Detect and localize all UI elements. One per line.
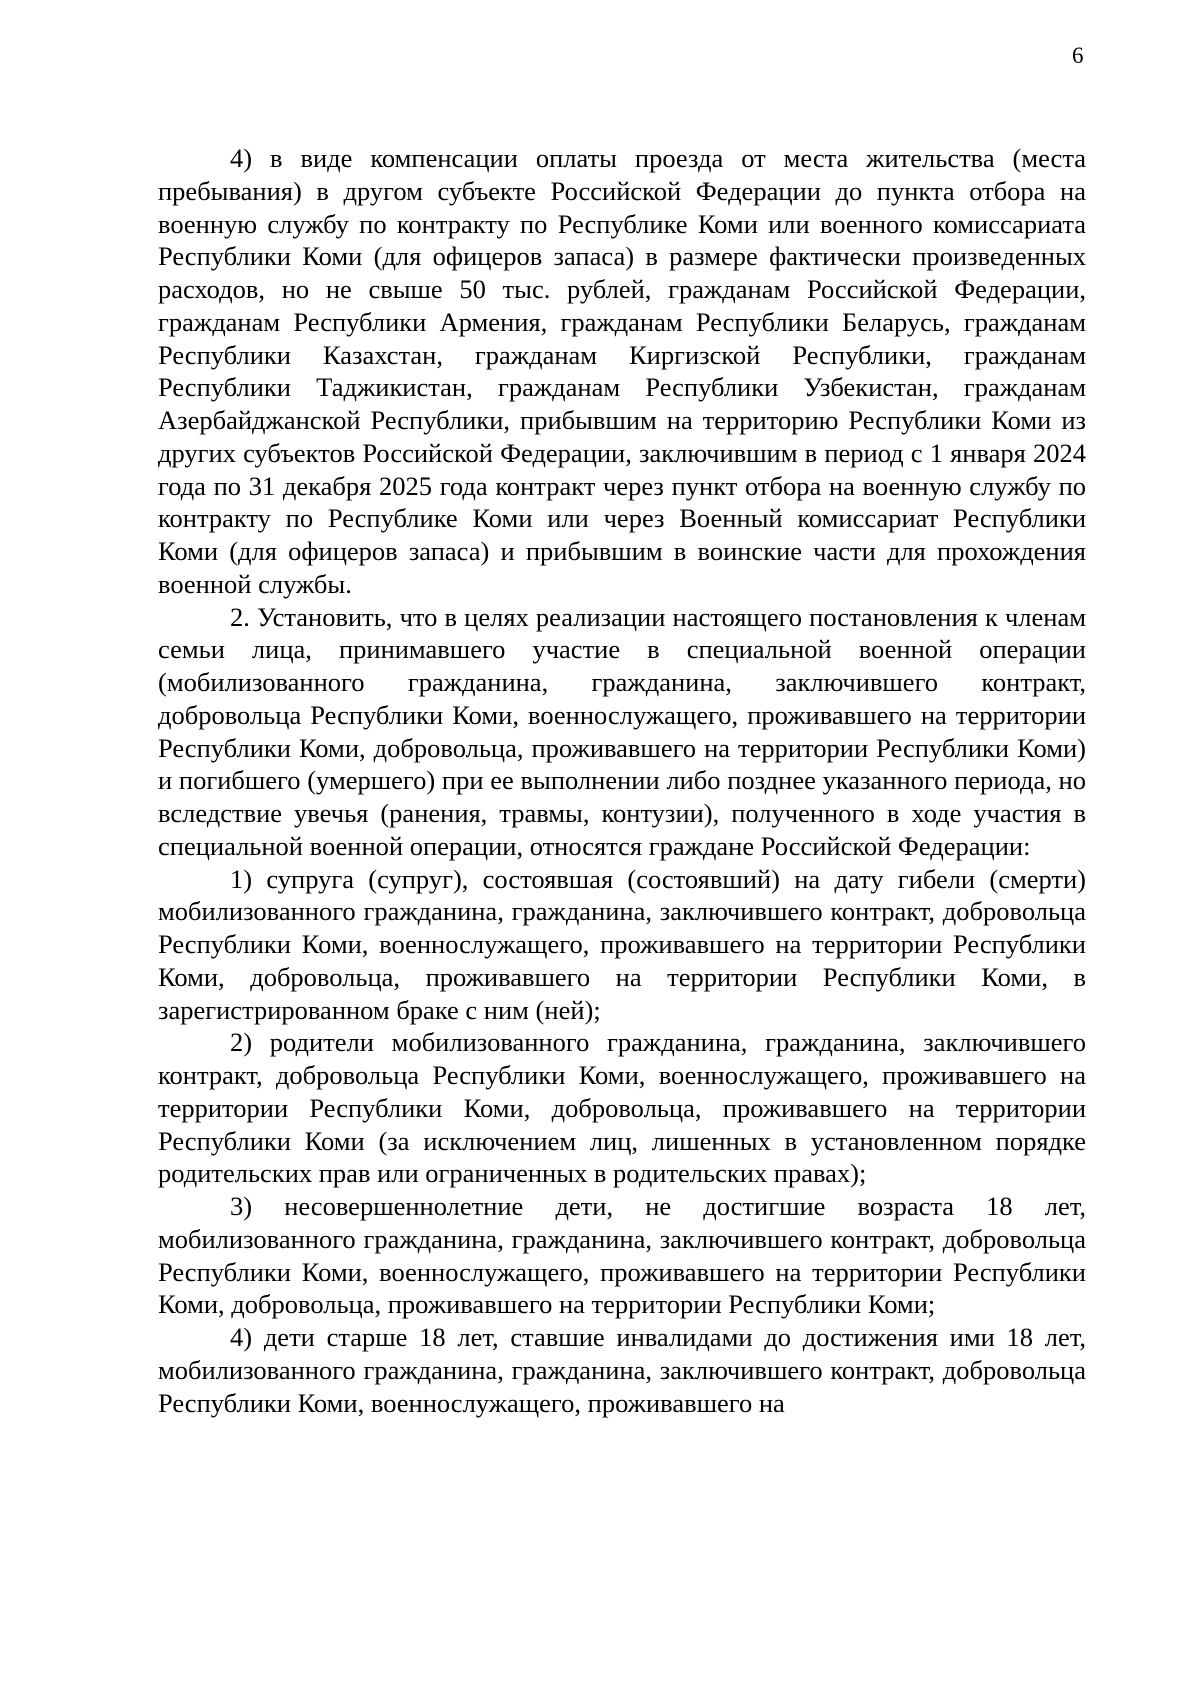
paragraph-item-4-compensation: 4) в виде компенсации оплаты проезда от места жительства (места пребывания) в другом субъекте Российской Федерации до пункта отбора на военную службу по контракту по Республике Коми или военного комиссариата Республики Коми (для офицеров запаса) в размере фактически произведенных расходов, но не свыше 50 тыс. рублей, гражданам Российской Федерации, гражданам Республики Армения, гражданам Республики Беларусь, гражданам Республики Казахстан, гражданам Киргизской Республики, гражданам Республики Таджикистан, гражданам Республики Узбекистан, гражданам Азербайджанской Республики, прибывшим на территорию Республики Коми из других субъектов Российской Федерации, заключившим в период с 1 января 2024 года по 31 декабря 2025 года контракт через пункт отбора на военную службу по контракту по Республике Коми или через Военный комиссариат Республики Коми (для офицеров запаса) и прибывшим в воинские части для прохождения военной службы. <box>158 143 1086 599</box>
paragraph-item-2-parents: 2) родители мобилизованного гражданина, гражданина, заключившего контракт, добровольца Республики Коми, военнослужащего, проживавшего на территории Республики Коми, добровольца, проживавшего на территории Республики Коми (за исключением лиц, лишенных в установленном порядке родительских прав или ограниченных в родительских правах); <box>158 1027 1086 1189</box>
paragraph-section-2-family-members: 2. Установить, что в целях реализации настоящего постановления к членам семьи лица, принимавшего участие в специальной военной операции (мобилизованного гражданина, гражданина, заключившего контракт, добровольца Республики Коми, военнослужащего, проживавшего на территории Республики Коми, добровольца, проживавшего на территории Республики Коми) и погибшего (умершего) при ее выполнении либо позднее указанного периода, но вследствие увечья (ранения, травмы, контузии), полученного в ходе участия в специальной военной операции, относятся граждане Российской Федерации: <box>158 601 1086 861</box>
page-number: 6 <box>1072 43 1084 68</box>
document-body <box>158 142 1086 1419</box>
paragraph-item-3-minor-children: 3) несовершеннолетние дети, не достигшие возраста 18 лет, мобилизованного гражданина, гражданина, заключившего контракт, добровольца Республики Коми, военнослужащего, проживавшего на территории Республики Коми, добровольца, проживавшего на территории Республики Коми; <box>158 1191 1086 1320</box>
paragraph-item-4-disabled-children: 4) дети старше 18 лет, ставшие инвалидами до достижения ими 18 лет, мобилизованного гражданина, гражданина, заключившего контракт, добровольца Республики Коми, военнослужащего, проживавшего на <box>158 1322 1086 1418</box>
paragraph-item-1-spouse: 1) супруга (супруг), состоявшая (состоявший) на дату гибели (смерти) мобилизованного гражданина, гражданина, заключившего контракт, добровольца Республики Коми, военнослужащего, проживавшего на территории Республики Коми, добровольца, проживавшего на территории Республики Коми, в зарегистрированном браке с ним (ней); <box>158 863 1086 1025</box>
